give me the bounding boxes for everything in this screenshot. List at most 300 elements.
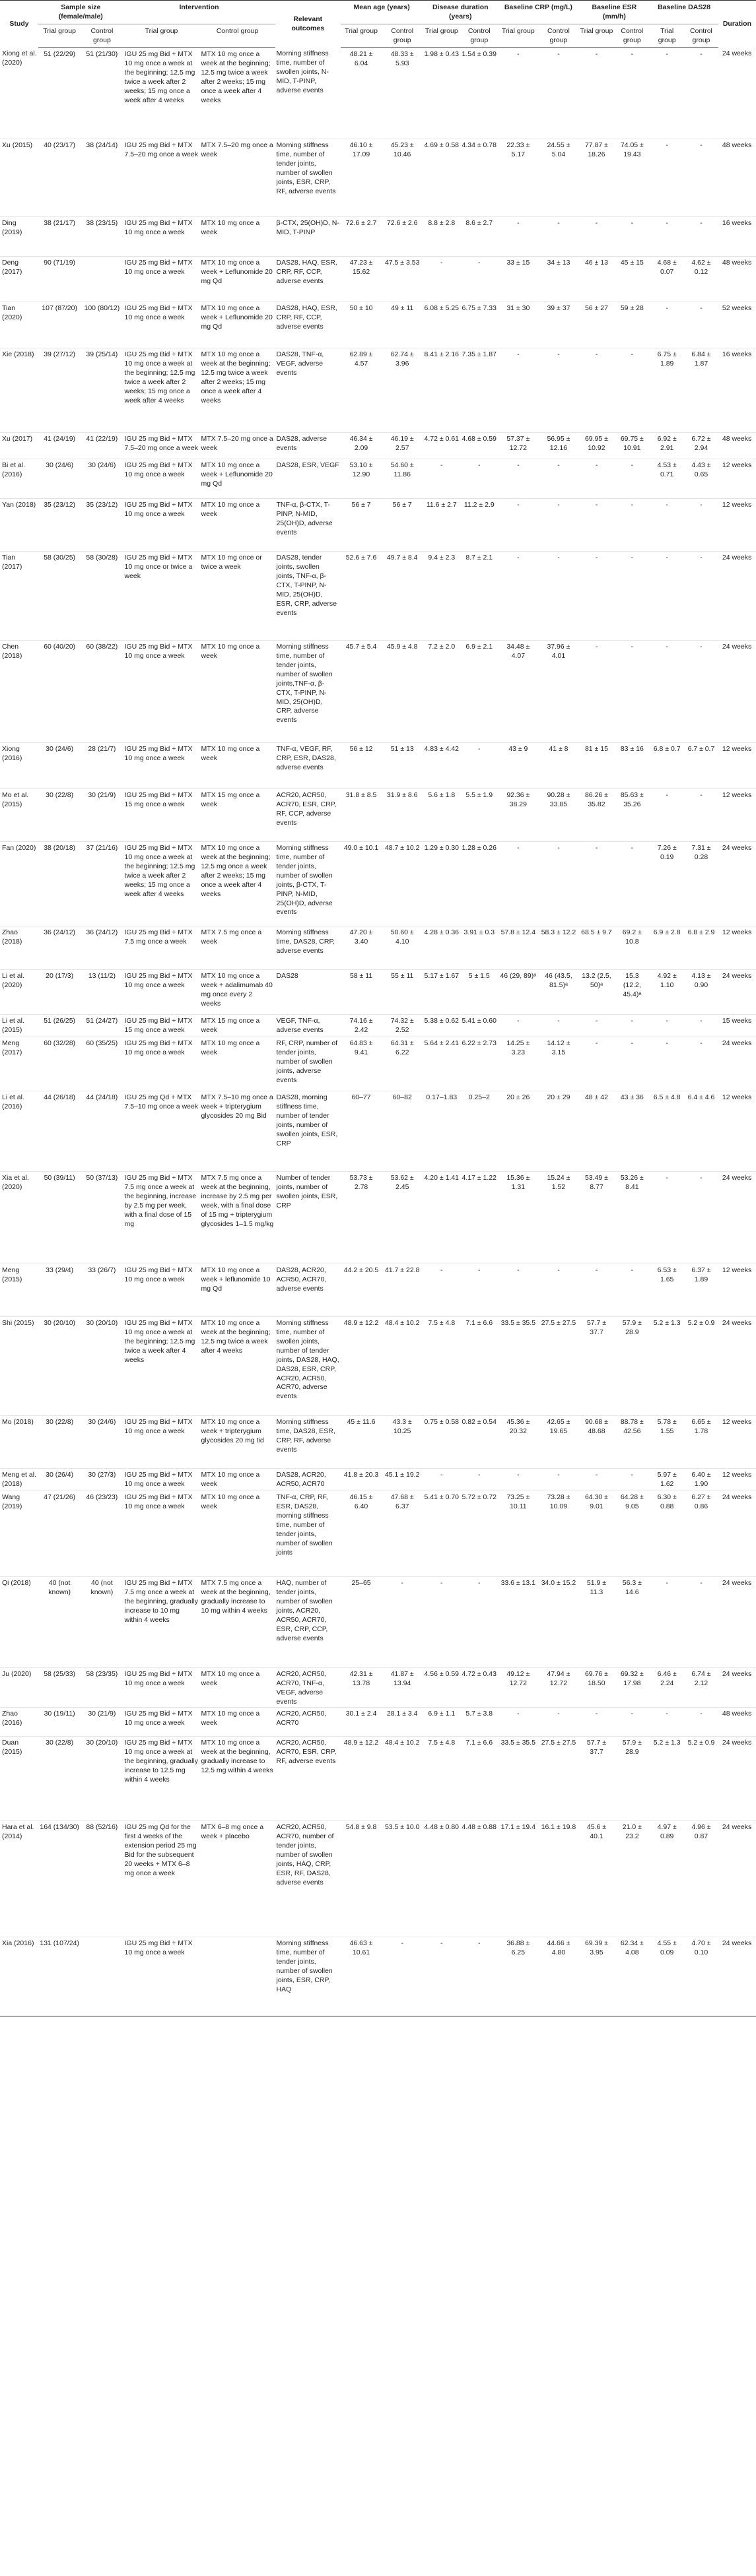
table-row bbox=[0, 1667, 756, 1707]
study-cell: Ding (2019) bbox=[0, 216, 38, 256]
esr-trial-cell: 64.30 ± 9.01 bbox=[579, 1491, 615, 1576]
duration-trial-cell: 1.98 ± 0.43 bbox=[423, 48, 460, 139]
age-control-cell: 45.9 ± 4.8 bbox=[382, 640, 423, 742]
duration-control-cell: 3.91 ± 0.3 bbox=[460, 926, 498, 969]
intervention-control-cell: MTX 7.5–20 mg once a week bbox=[200, 139, 275, 216]
intervention-control-cell: MTX 7.5–10 mg once a week + tripterygium glycosides 20 mg Bid bbox=[200, 1091, 275, 1171]
sample-control-cell: 39 (25/14) bbox=[81, 348, 123, 432]
crp-trial-cell: - bbox=[498, 498, 538, 551]
esr-trial-cell: - bbox=[579, 498, 615, 551]
crp-trial-cell: 22.33 ± 5.17 bbox=[498, 139, 538, 216]
crp-control-cell: 46 (43.5, 81.5)ᵃ bbox=[538, 969, 578, 1014]
sample-control-cell: 58 (30/28) bbox=[81, 551, 123, 640]
sample-trial-cell: 30 (26/4) bbox=[38, 1468, 81, 1491]
duration-trial-cell: - bbox=[423, 1264, 460, 1316]
outcomes-cell: Morning stiffness time, number of swollen joints, number of tender joints, DAS28, HAQ, DAS28, ESR, CRP, ACR20, ACR50, ACR70, adverse events bbox=[275, 1316, 341, 1415]
sample-control-cell: 36 (24/12) bbox=[81, 926, 123, 969]
crp-control-cell: 34.0 ± 15.2 bbox=[538, 1576, 578, 1667]
outcomes-cell: Morning stiffness time, DAS28, CRP, adverse events bbox=[275, 926, 341, 969]
study-cell: Tian (2017) bbox=[0, 551, 38, 640]
age-control-cell: - bbox=[382, 1576, 423, 1667]
table-row bbox=[0, 1037, 756, 1091]
study-cell: Zhao (2018) bbox=[0, 926, 38, 969]
age-trial-cell: 48.21 ± 6.04 bbox=[341, 48, 382, 139]
esr-control-cell: 59 ± 28 bbox=[614, 302, 650, 348]
esr-trial-cell: 53.49 ± 8.77 bbox=[579, 1171, 615, 1264]
study-duration-cell: 52 weeks bbox=[718, 302, 756, 348]
study-cell: Fan (2020) bbox=[0, 841, 38, 926]
age-control-cell: 45.1 ± 19.2 bbox=[382, 1468, 423, 1491]
sample-trial-cell: 58 (25/33) bbox=[38, 1667, 81, 1707]
age-control-cell: 53.5 ± 10.0 bbox=[382, 1820, 423, 1937]
intervention-control-cell: MTX 10 mg once a week + Leflunomide 20 mg Qd bbox=[200, 256, 275, 302]
crp-trial-cell: 46 (29, 89)ᵃ bbox=[498, 969, 538, 1014]
intervention-control-cell: MTX 10 mg once a week + Leflunomide 20 mg Qd bbox=[200, 302, 275, 348]
intervention-trial-cell: IGU 25 mg Bid + MTX 10 mg once a week bbox=[123, 1667, 199, 1707]
study-cell: Duan (2015) bbox=[0, 1736, 38, 1820]
study-cell: Li et al. (2015) bbox=[0, 1014, 38, 1037]
sample-trial-cell: 36 (24/12) bbox=[38, 926, 81, 969]
table-row bbox=[0, 1491, 756, 1576]
age-trial-cell: 46.63 ± 10.61 bbox=[341, 1937, 382, 2016]
intervention-control-cell: MTX 10 mg once a week at the beginning, gradually increase to 12.5 mg within 4 weeks bbox=[200, 1736, 275, 1820]
table-row bbox=[0, 926, 756, 969]
outcomes-cell: TNF-α, VEGF, RF, CRP, ESR, DAS28, adverse events bbox=[275, 742, 341, 789]
crp-control-cell: 44.66 ± 4.80 bbox=[538, 1937, 578, 2016]
table-row bbox=[0, 969, 756, 1014]
das28-control-cell: - bbox=[684, 640, 718, 742]
intervention-control-cell: MTX 10 mg once a week at the beginning; 12.5 mg once a week after 2 weeks; 15 mg once a week after 4 weeks bbox=[200, 841, 275, 926]
duration-trial-cell: 5.64 ± 2.41 bbox=[423, 1037, 460, 1091]
esr-trial-cell: - bbox=[579, 1468, 615, 1491]
das28-trial-cell: 7.26 ± 0.19 bbox=[650, 841, 684, 926]
intervention-trial-cell: IGU 25 mg Bid + MTX 10 mg once a week bbox=[123, 640, 199, 742]
esr-trial-cell: 45.6 ± 40.1 bbox=[579, 1820, 615, 1937]
subheader-trial-group: Trial group bbox=[423, 24, 460, 48]
das28-control-cell: 4.62 ± 0.12 bbox=[684, 256, 718, 302]
intervention-control-cell: MTX 10 mg once a week bbox=[200, 742, 275, 789]
intervention-control-cell: MTX 10 mg once or twice a week bbox=[200, 551, 275, 640]
study-cell: Xiong et al. (2020) bbox=[0, 48, 38, 139]
crp-control-cell: 58.3 ± 12.2 bbox=[538, 926, 578, 969]
study-duration-cell: 24 weeks bbox=[718, 841, 756, 926]
intervention-control-cell: MTX 7.5 mg once a week bbox=[200, 926, 275, 969]
sample-control-cell: 51 (24/27) bbox=[81, 1014, 123, 1037]
esr-control-cell: 62.34 ± 4.08 bbox=[614, 1937, 650, 2016]
study-cell: Xu (2015) bbox=[0, 139, 38, 216]
age-trial-cell: 47.20 ± 3.40 bbox=[341, 926, 382, 969]
study-cell: Shi (2015) bbox=[0, 1316, 38, 1415]
esr-trial-cell: 86.26 ± 35.82 bbox=[579, 789, 615, 841]
sample-control-cell: 30 (27/3) bbox=[81, 1468, 123, 1491]
duration-trial-cell: 5.41 ± 0.70 bbox=[423, 1491, 460, 1576]
study-duration-cell: 12 weeks bbox=[718, 1468, 756, 1491]
das28-trial-cell: 6.53 ± 1.65 bbox=[650, 1264, 684, 1316]
intervention-trial-cell: IGU 25 mg Bid + MTX 10 mg once a week at the beginning; 12.5 mg twice a week after 4 weeks bbox=[123, 1316, 199, 1415]
intervention-trial-cell: IGU 25 mg Bid + MTX 10 mg once or twice a week bbox=[123, 551, 199, 640]
age-control-cell: 49.7 ± 8.4 bbox=[382, 551, 423, 640]
study-cell: Bi et al. (2016) bbox=[0, 459, 38, 498]
duration-trial-cell: 4.56 ± 0.59 bbox=[423, 1667, 460, 1707]
crp-trial-cell: 45.36 ± 20.32 bbox=[498, 1415, 538, 1468]
das28-control-cell: - bbox=[684, 1037, 718, 1091]
outcomes-cell: Morning stiffness time, number of tender joints, number of swollen joints, ESR, CRP, RF, adverse events bbox=[275, 139, 341, 216]
study-cell: Ju (2020) bbox=[0, 1667, 38, 1707]
study-duration-cell: 16 weeks bbox=[718, 216, 756, 256]
esr-control-cell: 69.75 ± 10.91 bbox=[614, 432, 650, 459]
sample-control-cell bbox=[81, 256, 123, 302]
intervention-trial-cell: IGU 25 mg Bid + MTX 10 mg once a week bbox=[123, 459, 199, 498]
intervention-trial-cell: IGU 25 mg Bid + MTX 10 mg once a week bbox=[123, 1037, 199, 1091]
intervention-trial-cell: IGU 25 mg Bid + MTX 15 mg once a week bbox=[123, 789, 199, 841]
study-cell: Zhao (2016) bbox=[0, 1707, 38, 1736]
study-duration-cell: 24 weeks bbox=[718, 1576, 756, 1667]
table-row bbox=[0, 256, 756, 302]
age-trial-cell: 58 ± 11 bbox=[341, 969, 382, 1014]
outcomes-cell: VEGF, TNF-α, adverse events bbox=[275, 1014, 341, 1037]
outcomes-cell: ACR20, ACR50, ACR70, TNF-α, VEGF, adverse events bbox=[275, 1667, 341, 1707]
crp-control-cell: - bbox=[538, 1014, 578, 1037]
intervention-trial-cell: IGU 25 mg Bid + MTX 10 mg once a week bbox=[123, 742, 199, 789]
duration-trial-cell: 4.69 ± 0.58 bbox=[423, 139, 460, 216]
study-cell: Xia et al. (2020) bbox=[0, 1171, 38, 1264]
study-duration-cell: 24 weeks bbox=[718, 1820, 756, 1937]
duration-control-cell: 8.6 ± 2.7 bbox=[460, 216, 498, 256]
esr-control-cell: - bbox=[614, 498, 650, 551]
sample-control-cell: 30 (20/10) bbox=[81, 1736, 123, 1820]
intervention-trial-cell: IGU 25 mg Bid + MTX 10 mg once a week bbox=[123, 1264, 199, 1316]
duration-control-cell: - bbox=[460, 459, 498, 498]
subheader-trial-group: Trial group bbox=[123, 24, 199, 48]
intervention-trial-cell: IGU 25 mg Bid + MTX 10 mg once a week bbox=[123, 1468, 199, 1491]
crp-control-cell: - bbox=[538, 1707, 578, 1736]
age-control-cell: 47.5 ± 3.53 bbox=[382, 256, 423, 302]
esr-control-cell: 21.0 ± 23.2 bbox=[614, 1820, 650, 1937]
age-trial-cell: 60–77 bbox=[341, 1091, 382, 1171]
sample-control-cell: 37 (21/16) bbox=[81, 841, 123, 926]
duration-trial-cell: - bbox=[423, 1937, 460, 2016]
esr-control-cell: - bbox=[614, 1014, 650, 1037]
table-row bbox=[0, 841, 756, 926]
table-row bbox=[0, 302, 756, 348]
outcomes-cell: DAS28, tender joints, swollen joints, TNF-α, β-CTX, T-PINP, N-MID, 25(OH)D, ESR, CRP, adverse events bbox=[275, 551, 341, 640]
crp-control-cell: - bbox=[538, 216, 578, 256]
outcomes-cell: HAQ, number of tender joints, number of swollen joints, ACR20, ACR50, ACR70, ESR, CRP, CCP, adverse events bbox=[275, 1576, 341, 1667]
crp-trial-cell: - bbox=[498, 1014, 538, 1037]
study-duration-cell: 24 weeks bbox=[718, 48, 756, 139]
header-duration: Duration bbox=[718, 1, 756, 48]
intervention-trial-cell: IGU 25 mg Bid + MTX 10 mg once a week bbox=[123, 969, 199, 1014]
crp-trial-cell: 33.5 ± 35.5 bbox=[498, 1736, 538, 1820]
sample-trial-cell: 47 (21/26) bbox=[38, 1491, 81, 1576]
crp-trial-cell: 31 ± 30 bbox=[498, 302, 538, 348]
sample-trial-cell: 38 (21/17) bbox=[38, 216, 81, 256]
sample-trial-cell: 30 (19/11) bbox=[38, 1707, 81, 1736]
age-control-cell: 50.60 ± 4.10 bbox=[382, 926, 423, 969]
esr-trial-cell: 57.7 ± 37.7 bbox=[579, 1316, 615, 1415]
table-row bbox=[0, 1171, 756, 1264]
intervention-trial-cell: IGU 25 mg Bid + MTX 10 mg once a week bbox=[123, 302, 199, 348]
sample-control-cell: 30 (24/6) bbox=[81, 459, 123, 498]
crp-control-cell: 20 ± 29 bbox=[538, 1091, 578, 1171]
sample-trial-cell: 39 (27/12) bbox=[38, 348, 81, 432]
das28-trial-cell: - bbox=[650, 640, 684, 742]
das28-trial-cell: - bbox=[650, 551, 684, 640]
intervention-control-cell: MTX 10 mg once a week bbox=[200, 1491, 275, 1576]
das28-control-cell: - bbox=[684, 48, 718, 139]
intervention-control-cell: MTX 10 mg once a week at the beginning; 12.5 mg twice a week after 4 weeks bbox=[200, 1316, 275, 1415]
age-trial-cell: 49.0 ± 10.1 bbox=[341, 841, 382, 926]
intervention-trial-cell: IGU 25 mg Bid + MTX 10 mg once a week at the beginning, gradually increase to 12.5 mg within 4 weeks bbox=[123, 1736, 199, 1820]
das28-control-cell: - bbox=[684, 139, 718, 216]
age-control-cell: 48.4 ± 10.2 bbox=[382, 1736, 423, 1820]
esr-trial-cell: 77.87 ± 18.26 bbox=[579, 139, 615, 216]
study-duration-cell: 24 weeks bbox=[718, 640, 756, 742]
study-duration-cell: 24 weeks bbox=[718, 1667, 756, 1707]
age-trial-cell: 31.8 ± 8.5 bbox=[341, 789, 382, 841]
age-trial-cell: 42.31 ± 13.78 bbox=[341, 1667, 382, 1707]
table-row bbox=[0, 139, 756, 216]
sample-trial-cell: 30 (22/8) bbox=[38, 1415, 81, 1468]
sample-control-cell: 35 (23/12) bbox=[81, 498, 123, 551]
study-cell: Deng (2017) bbox=[0, 256, 38, 302]
age-control-cell: 55 ± 11 bbox=[382, 969, 423, 1014]
outcomes-cell: ACR20, ACR50, ACR70 bbox=[275, 1707, 341, 1736]
outcomes-cell: DAS28, adverse events bbox=[275, 432, 341, 459]
age-control-cell: 28.1 ± 3.4 bbox=[382, 1707, 423, 1736]
das28-control-cell: 6.37 ± 1.89 bbox=[684, 1264, 718, 1316]
sample-trial-cell: 60 (40/20) bbox=[38, 640, 81, 742]
duration-trial-cell: 5.38 ± 0.62 bbox=[423, 1014, 460, 1037]
esr-control-cell: 85.63 ± 35.26 bbox=[614, 789, 650, 841]
study-cell: Mo et al. (2015) bbox=[0, 789, 38, 841]
esr-trial-cell: - bbox=[579, 459, 615, 498]
age-control-cell: 48.7 ± 10.2 bbox=[382, 841, 423, 926]
esr-trial-cell: - bbox=[579, 841, 615, 926]
das28-control-cell: - bbox=[684, 1576, 718, 1667]
study-duration-cell: 48 weeks bbox=[718, 139, 756, 216]
sample-trial-cell: 60 (32/28) bbox=[38, 1037, 81, 1091]
duration-trial-cell: 7.5 ± 4.8 bbox=[423, 1316, 460, 1415]
age-trial-cell: 46.10 ± 17.09 bbox=[341, 139, 382, 216]
das28-trial-cell: 6.30 ± 0.88 bbox=[650, 1491, 684, 1576]
duration-trial-cell: 9.4 ± 2.3 bbox=[423, 551, 460, 640]
table-row bbox=[0, 348, 756, 432]
age-control-cell: 43.3 ± 10.25 bbox=[382, 1415, 423, 1468]
crp-control-cell: - bbox=[538, 1264, 578, 1316]
table-row bbox=[0, 742, 756, 789]
sample-control-cell: 41 (22/19) bbox=[81, 432, 123, 459]
study-duration-cell: 12 weeks bbox=[718, 459, 756, 498]
subheader-row bbox=[0, 24, 756, 48]
duration-control-cell: - bbox=[460, 256, 498, 302]
sample-control-cell: 33 (26/7) bbox=[81, 1264, 123, 1316]
age-trial-cell: 48.9 ± 12.2 bbox=[341, 1316, 382, 1415]
intervention-control-cell: MTX 10 mg once a week at the beginning; 12.5 mg twice a week after 2 weeks; 15 mg once a week after 4 weeks bbox=[200, 48, 275, 139]
esr-control-cell: 69.2 ± 10.8 bbox=[614, 926, 650, 969]
header-baseline-crp: Baseline CRP (mg/L) bbox=[498, 1, 578, 24]
sample-trial-cell: 41 (24/19) bbox=[38, 432, 81, 459]
crp-trial-cell: 15.36 ± 1.31 bbox=[498, 1171, 538, 1264]
table-row bbox=[0, 640, 756, 742]
sample-control-cell: 60 (38/22) bbox=[81, 640, 123, 742]
esr-trial-cell: 69.95 ± 10.92 bbox=[579, 432, 615, 459]
sample-control-cell: 46 (23/23) bbox=[81, 1491, 123, 1576]
crp-trial-cell: 49.12 ± 12.72 bbox=[498, 1667, 538, 1707]
subheader-trial-group: Trial group bbox=[341, 24, 382, 48]
crp-trial-cell: 17.1 ± 19.4 bbox=[498, 1820, 538, 1937]
study-duration-cell: 12 weeks bbox=[718, 1264, 756, 1316]
intervention-control-cell bbox=[200, 1937, 275, 2016]
study-duration-cell: 24 weeks bbox=[718, 1937, 756, 2016]
age-control-cell: 46.19 ± 2.57 bbox=[382, 432, 423, 459]
crp-trial-cell: - bbox=[498, 216, 538, 256]
subheader-control-group: Control group bbox=[684, 24, 718, 48]
table-body bbox=[0, 48, 756, 2016]
duration-trial-cell: 7.2 ± 2.0 bbox=[423, 640, 460, 742]
crp-control-cell: 56.95 ± 12.16 bbox=[538, 432, 578, 459]
esr-trial-cell: 69.76 ± 18.50 bbox=[579, 1667, 615, 1707]
esr-trial-cell: 57.7 ± 37.7 bbox=[579, 1736, 615, 1820]
intervention-control-cell: MTX 10 mg once a week bbox=[200, 1707, 275, 1736]
crp-control-cell: - bbox=[538, 459, 578, 498]
das28-control-cell: 4.43 ± 0.65 bbox=[684, 459, 718, 498]
esr-control-cell: 43 ± 36 bbox=[614, 1091, 650, 1171]
sample-trial-cell: 30 (24/6) bbox=[38, 459, 81, 498]
duration-trial-cell: - bbox=[423, 256, 460, 302]
esr-trial-cell: - bbox=[579, 216, 615, 256]
duration-control-cell: 5.41 ± 0.60 bbox=[460, 1014, 498, 1037]
study-duration-cell: 12 weeks bbox=[718, 1415, 756, 1468]
crp-control-cell: - bbox=[538, 841, 578, 926]
table-row bbox=[0, 1820, 756, 1937]
duration-trial-cell: 0.75 ± 0.58 bbox=[423, 1415, 460, 1468]
sample-control-cell: 30 (24/6) bbox=[81, 1415, 123, 1468]
subheader-control-group: Control group bbox=[538, 24, 578, 48]
sample-control-cell: 88 (52/16) bbox=[81, 1820, 123, 1937]
outcomes-cell: DAS28, TNF-α, VEGF, adverse events bbox=[275, 348, 341, 432]
das28-trial-cell: 4.53 ± 0.71 bbox=[650, 459, 684, 498]
study-cell: Hara et al. (2014) bbox=[0, 1820, 38, 1937]
duration-trial-cell: 4.72 ± 0.61 bbox=[423, 432, 460, 459]
duration-trial-cell: 8.8 ± 2.8 bbox=[423, 216, 460, 256]
sample-control-cell: 50 (37/13) bbox=[81, 1171, 123, 1264]
duration-trial-cell: 11.6 ± 2.7 bbox=[423, 498, 460, 551]
intervention-trial-cell: IGU 25 mg Bid + MTX 10 mg once a week bbox=[123, 1415, 199, 1468]
table-row bbox=[0, 1937, 756, 2016]
crp-trial-cell: 33 ± 15 bbox=[498, 256, 538, 302]
das28-control-cell: 6.27 ± 0.86 bbox=[684, 1491, 718, 1576]
age-control-cell: 64.31 ± 6.22 bbox=[382, 1037, 423, 1091]
outcomes-cell: TNF-α, CRP, RF, ESR, DAS28, morning stiffness time, number of tender joints, number of swollen joints bbox=[275, 1491, 341, 1576]
das28-control-cell: 4.13 ± 0.90 bbox=[684, 969, 718, 1014]
study-cell: Meng et al. (2018) bbox=[0, 1468, 38, 1491]
age-trial-cell: 44.2 ± 20.5 bbox=[341, 1264, 382, 1316]
crp-control-cell: 24.55 ± 5.04 bbox=[538, 139, 578, 216]
crp-trial-cell: - bbox=[498, 348, 538, 432]
duration-trial-cell: 6.9 ± 1.1 bbox=[423, 1707, 460, 1736]
intervention-trial-cell: IGU 25 mg Bid + MTX 10 mg once a week bbox=[123, 256, 199, 302]
crp-control-cell: - bbox=[538, 1468, 578, 1491]
das28-control-cell: 6.7 ± 0.7 bbox=[684, 742, 718, 789]
sample-control-cell: 30 (21/9) bbox=[81, 1707, 123, 1736]
crp-control-cell: - bbox=[538, 48, 578, 139]
esr-control-cell: - bbox=[614, 1707, 650, 1736]
crp-trial-cell: - bbox=[498, 1707, 538, 1736]
study-duration-cell: 12 weeks bbox=[718, 789, 756, 841]
sample-trial-cell: 35 (23/12) bbox=[38, 498, 81, 551]
subheader-trial-group: Trial group bbox=[38, 24, 81, 48]
age-control-cell: 56 ± 7 bbox=[382, 498, 423, 551]
intervention-control-cell: MTX 10 mg once a week + tripterygium glycosides 20 mg tid bbox=[200, 1415, 275, 1468]
crp-control-cell: - bbox=[538, 498, 578, 551]
das28-trial-cell: - bbox=[650, 302, 684, 348]
outcomes-cell: Morning stiffness time, number of tender joints, number of swollen joints,TNF-α, β-CTX, T-PINP, N-MID, 25(OH)D, CRP, adverse events bbox=[275, 640, 341, 742]
intervention-control-cell: MTX 10 mg once a week bbox=[200, 1667, 275, 1707]
study-duration-cell: 48 weeks bbox=[718, 256, 756, 302]
esr-trial-cell: - bbox=[579, 48, 615, 139]
age-control-cell: 45.23 ± 10.46 bbox=[382, 139, 423, 216]
age-control-cell: 53.62 ± 2.45 bbox=[382, 1171, 423, 1264]
das28-control-cell: - bbox=[684, 551, 718, 640]
intervention-control-cell: MTX 10 mg once a week bbox=[200, 1468, 275, 1491]
age-trial-cell: 25–65 bbox=[341, 1576, 382, 1667]
age-trial-cell: 74.16 ± 2.42 bbox=[341, 1014, 382, 1037]
duration-trial-cell: 5.6 ± 1.8 bbox=[423, 789, 460, 841]
intervention-control-cell: MTX 10 mg once a week bbox=[200, 1037, 275, 1091]
intervention-trial-cell: IGU 25 mg Bid + MTX 7.5 mg once a week at the beginning, gradually increase to 10 mg within 4 weeks bbox=[123, 1576, 199, 1667]
crp-control-cell: 14.12 ± 3.15 bbox=[538, 1037, 578, 1091]
esr-control-cell: 15.3 (12.2, 45.4)ᵃ bbox=[614, 969, 650, 1014]
age-control-cell: 41.7 ± 22.8 bbox=[382, 1264, 423, 1316]
das28-trial-cell: 4.68 ± 0.07 bbox=[650, 256, 684, 302]
esr-control-cell: - bbox=[614, 48, 650, 139]
study-cell: Wang (2019) bbox=[0, 1491, 38, 1576]
esr-control-cell: - bbox=[614, 551, 650, 640]
esr-control-cell: 74.05 ± 19.43 bbox=[614, 139, 650, 216]
sample-control-cell: 30 (21/9) bbox=[81, 789, 123, 841]
table-row bbox=[0, 48, 756, 139]
age-trial-cell: 62.89 ± 4.57 bbox=[341, 348, 382, 432]
age-control-cell: 74.32 ± 2.52 bbox=[382, 1014, 423, 1037]
sample-control-cell: 30 (20/10) bbox=[81, 1316, 123, 1415]
crp-control-cell: 34 ± 13 bbox=[538, 256, 578, 302]
das28-trial-cell: 5.97 ± 1.62 bbox=[650, 1468, 684, 1491]
study-cell: Yan (2018) bbox=[0, 498, 38, 551]
duration-control-cell: 4.68 ± 0.59 bbox=[460, 432, 498, 459]
age-control-cell: 47.68 ± 6.37 bbox=[382, 1491, 423, 1576]
intervention-trial-cell: IGU 25 mg Bid + MTX 10 mg once a week at the beginning; 12.5 mg twice a week after 2 weeks; 15 mg once a week after 4 weeks bbox=[123, 348, 199, 432]
crp-control-cell: 90.28 ± 33.85 bbox=[538, 789, 578, 841]
sample-trial-cell: 40 (not known) bbox=[38, 1576, 81, 1667]
study-duration-cell: 24 weeks bbox=[718, 1316, 756, 1415]
study-cell: Li et al. (2020) bbox=[0, 969, 38, 1014]
crp-trial-cell: 20 ± 26 bbox=[498, 1091, 538, 1171]
age-trial-cell: 56 ± 12 bbox=[341, 742, 382, 789]
esr-control-cell: - bbox=[614, 1264, 650, 1316]
das28-control-cell: 4.70 ± 0.10 bbox=[684, 1937, 718, 2016]
table-row bbox=[0, 459, 756, 498]
age-trial-cell: 72.6 ± 2.7 bbox=[341, 216, 382, 256]
das28-trial-cell: - bbox=[650, 1171, 684, 1264]
table-row bbox=[0, 432, 756, 459]
sample-trial-cell: 30 (22/8) bbox=[38, 1736, 81, 1820]
age-trial-cell: 56 ± 7 bbox=[341, 498, 382, 551]
intervention-trial-cell: IGU 25 mg Qd for the first 4 weeks of the extension period 25 mg Bid for the subsequent 20 weeks + MTX 6–8 mg once a week bbox=[123, 1820, 199, 1937]
duration-control-cell: 4.72 ± 0.43 bbox=[460, 1667, 498, 1707]
header-row bbox=[0, 1, 756, 24]
study-duration-cell: 12 weeks bbox=[718, 926, 756, 969]
